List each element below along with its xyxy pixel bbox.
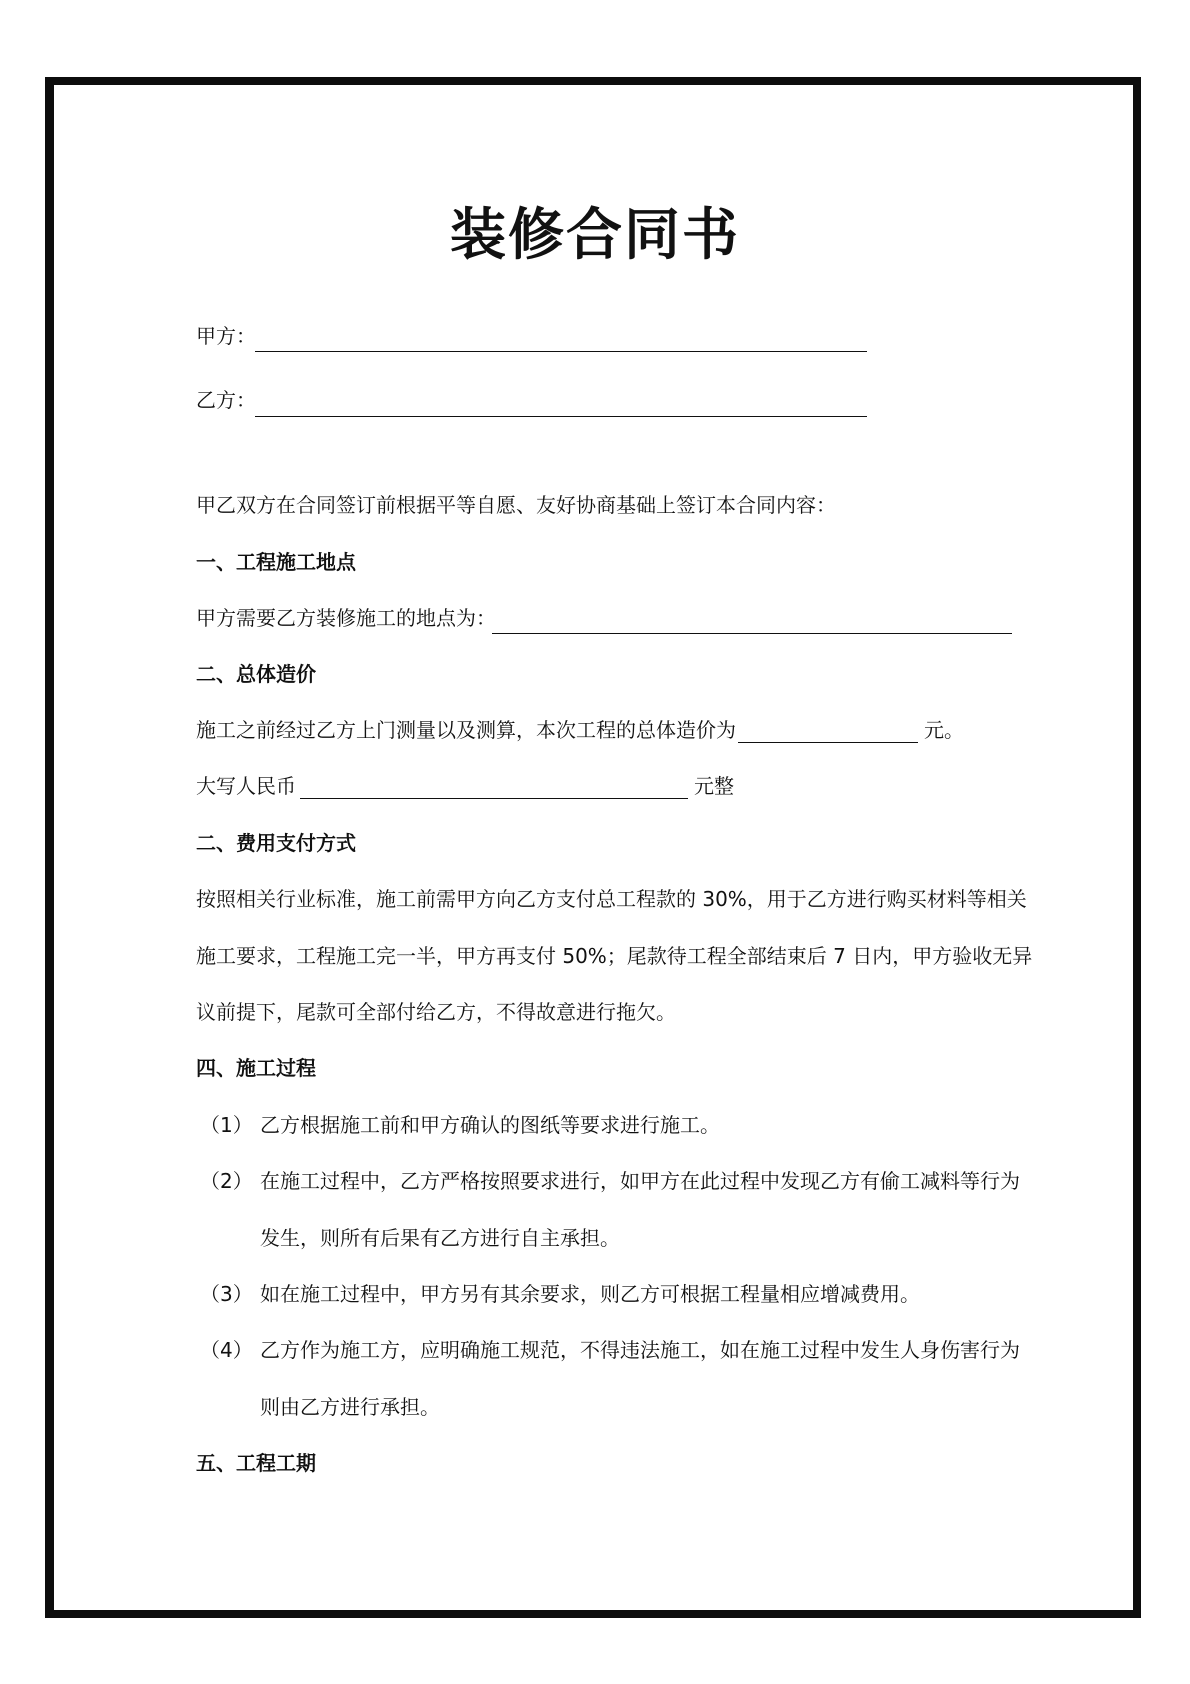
list-item-number: （4） <box>200 1338 253 1362</box>
party-b-label: 乙方： <box>196 388 256 412</box>
section-3-heading: 二、费用支付方式 <box>196 831 356 855</box>
section-1-heading: 一、工程施工地点 <box>196 550 356 574</box>
payment-line: 议前提下，尾款可全部付给乙方，不得故意进行拖欠。 <box>196 1000 676 1024</box>
list-item-text: 则由乙方进行承担。 <box>260 1395 440 1419</box>
list-item-number: （2） <box>200 1169 253 1193</box>
capital-label: 大写人民币 <box>196 774 296 798</box>
party-a-blank[interactable] <box>255 351 867 352</box>
section-4-heading: 四、施工过程 <box>196 1056 316 1080</box>
capital-unit: 元整 <box>694 774 734 798</box>
intro-text: 甲乙双方在合同签订前根据平等自愿、友好协商基础上签订本合同内容： <box>196 493 836 517</box>
payment-line: 施工要求，工程施工完一半，甲方再支付 50%；尾款待工程全部结束后 7 日内，甲方验收无异 <box>196 944 1033 968</box>
party-b-blank[interactable] <box>255 416 867 417</box>
list-item-number: （1） <box>200 1113 253 1137</box>
price-unit: 元。 <box>924 718 964 742</box>
list-item-text: 乙方作为施工方，应明确施工规范，不得违法施工，如在施工过程中发生人身伤害行为 <box>260 1338 1020 1362</box>
payment-line: 按照相关行业标准，施工前需甲方向乙方支付总工程款的 30%，用于乙方进行购买材料等相关 <box>196 887 1027 911</box>
list-item-text: 如在施工过程中，甲方另有其余要求，则乙方可根据工程量相应增减费用。 <box>260 1282 920 1306</box>
list-item-number: （3） <box>200 1282 253 1306</box>
list-item-text: 乙方根据施工前和甲方确认的图纸等要求进行施工。 <box>260 1113 720 1137</box>
total-price-blank[interactable] <box>738 742 918 743</box>
location-blank[interactable] <box>492 633 1012 634</box>
document-title: 装修合同书 <box>450 203 740 268</box>
section-5-heading: 五、工程工期 <box>196 1451 316 1475</box>
section-2-text: 施工之前经过乙方上门测量以及测算，本次工程的总体造价为 <box>196 718 736 742</box>
section-1-text: 甲方需要乙方装修施工的地点为： <box>196 606 496 630</box>
party-a-label: 甲方： <box>196 324 256 348</box>
section-2-heading: 二、总体造价 <box>196 662 316 686</box>
list-item-text: 发生，则所有后果有乙方进行自主承担。 <box>260 1226 620 1250</box>
capital-amount-blank[interactable] <box>300 798 688 799</box>
list-item-text: 在施工过程中，乙方严格按照要求进行，如甲方在此过程中发现乙方有偷工减料等行为 <box>260 1169 1020 1193</box>
